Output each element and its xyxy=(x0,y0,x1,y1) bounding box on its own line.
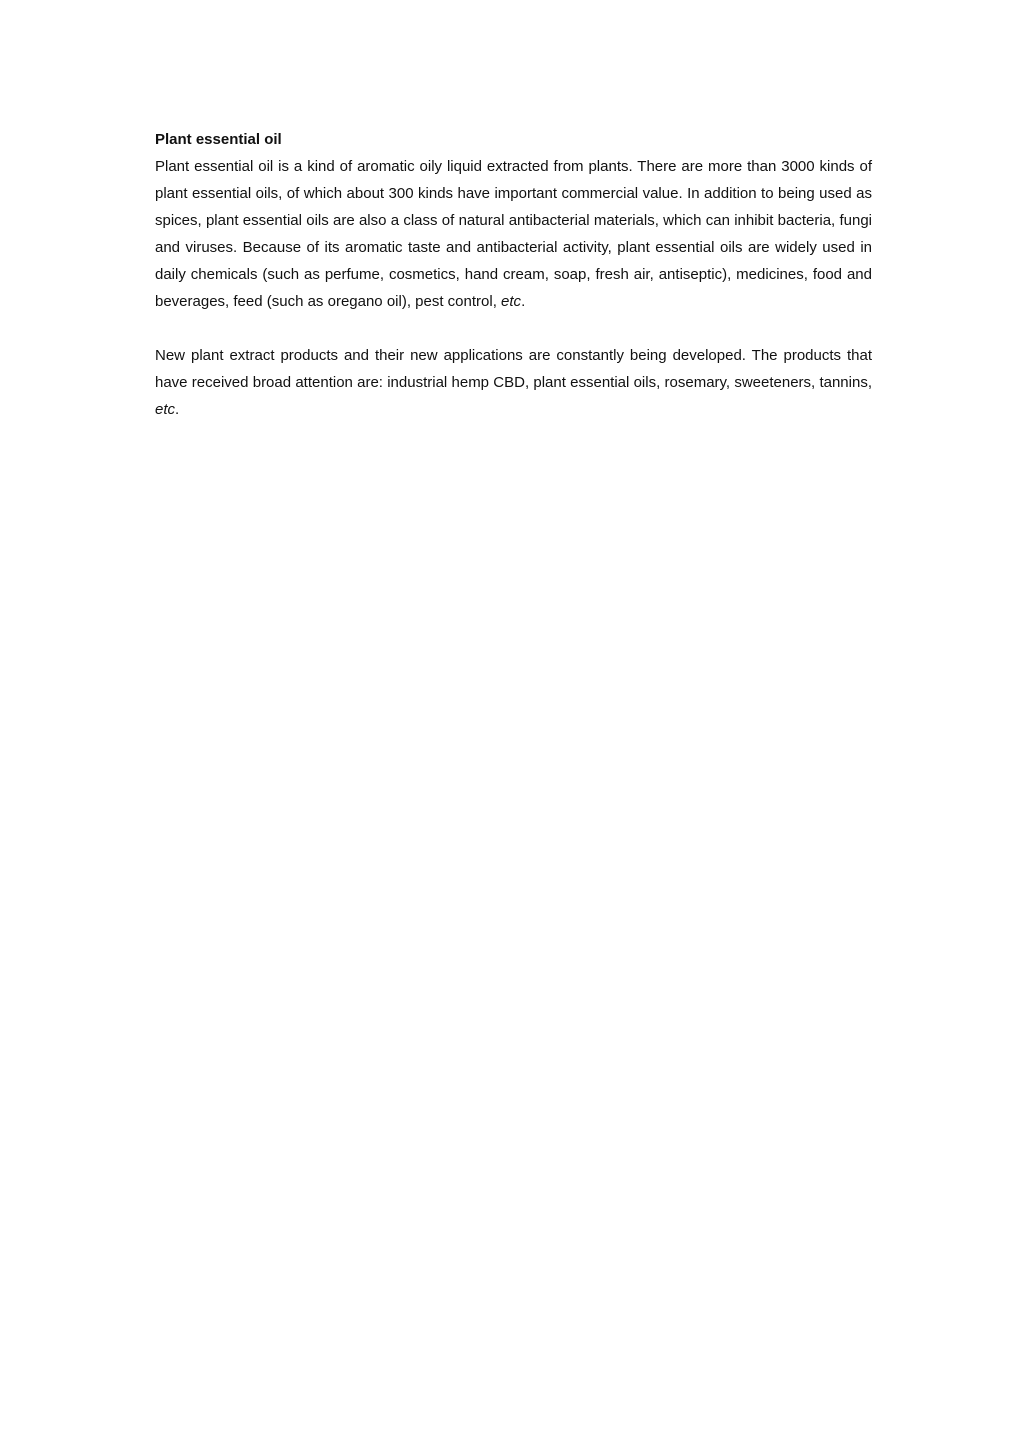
paragraph-products-text: New plant extract products and their new applications are constantly being developed. The products that have received broad attention are: industrial hemp CBD, plant essential oils, rosemary, sweeteners, tannins, xyxy=(155,347,872,391)
paragraph-intro-end: . xyxy=(521,293,526,310)
document-body xyxy=(155,126,872,423)
section-heading: Plant essential oil xyxy=(155,131,282,148)
paragraph-intro-text: Plant essential oil is a kind of aromatic oily liquid extracted from plants. There are more than 3000 kinds of plant essential oils, of which about 300 kinds have important commercial value. In addition to being used as spices, plant essential oils are also a class of natural antibacterial materials, which can inhibit bacteria, fungi and viruses. Because of its aromatic taste and antibacterial activity, plant essential oils are widely used in daily chemicals (such as perfume, cosmetics, hand cream, soap, fresh air, antiseptic), medicines, food and beverages, feed (such as oregano oil), pest control, xyxy=(155,158,872,310)
paragraph-products-etc: etc xyxy=(155,401,176,418)
paragraph-intro xyxy=(155,153,872,315)
paragraph-products-end: . xyxy=(175,401,180,418)
paragraph-products xyxy=(155,342,872,423)
paragraph-intro-etc: etc xyxy=(501,293,522,310)
